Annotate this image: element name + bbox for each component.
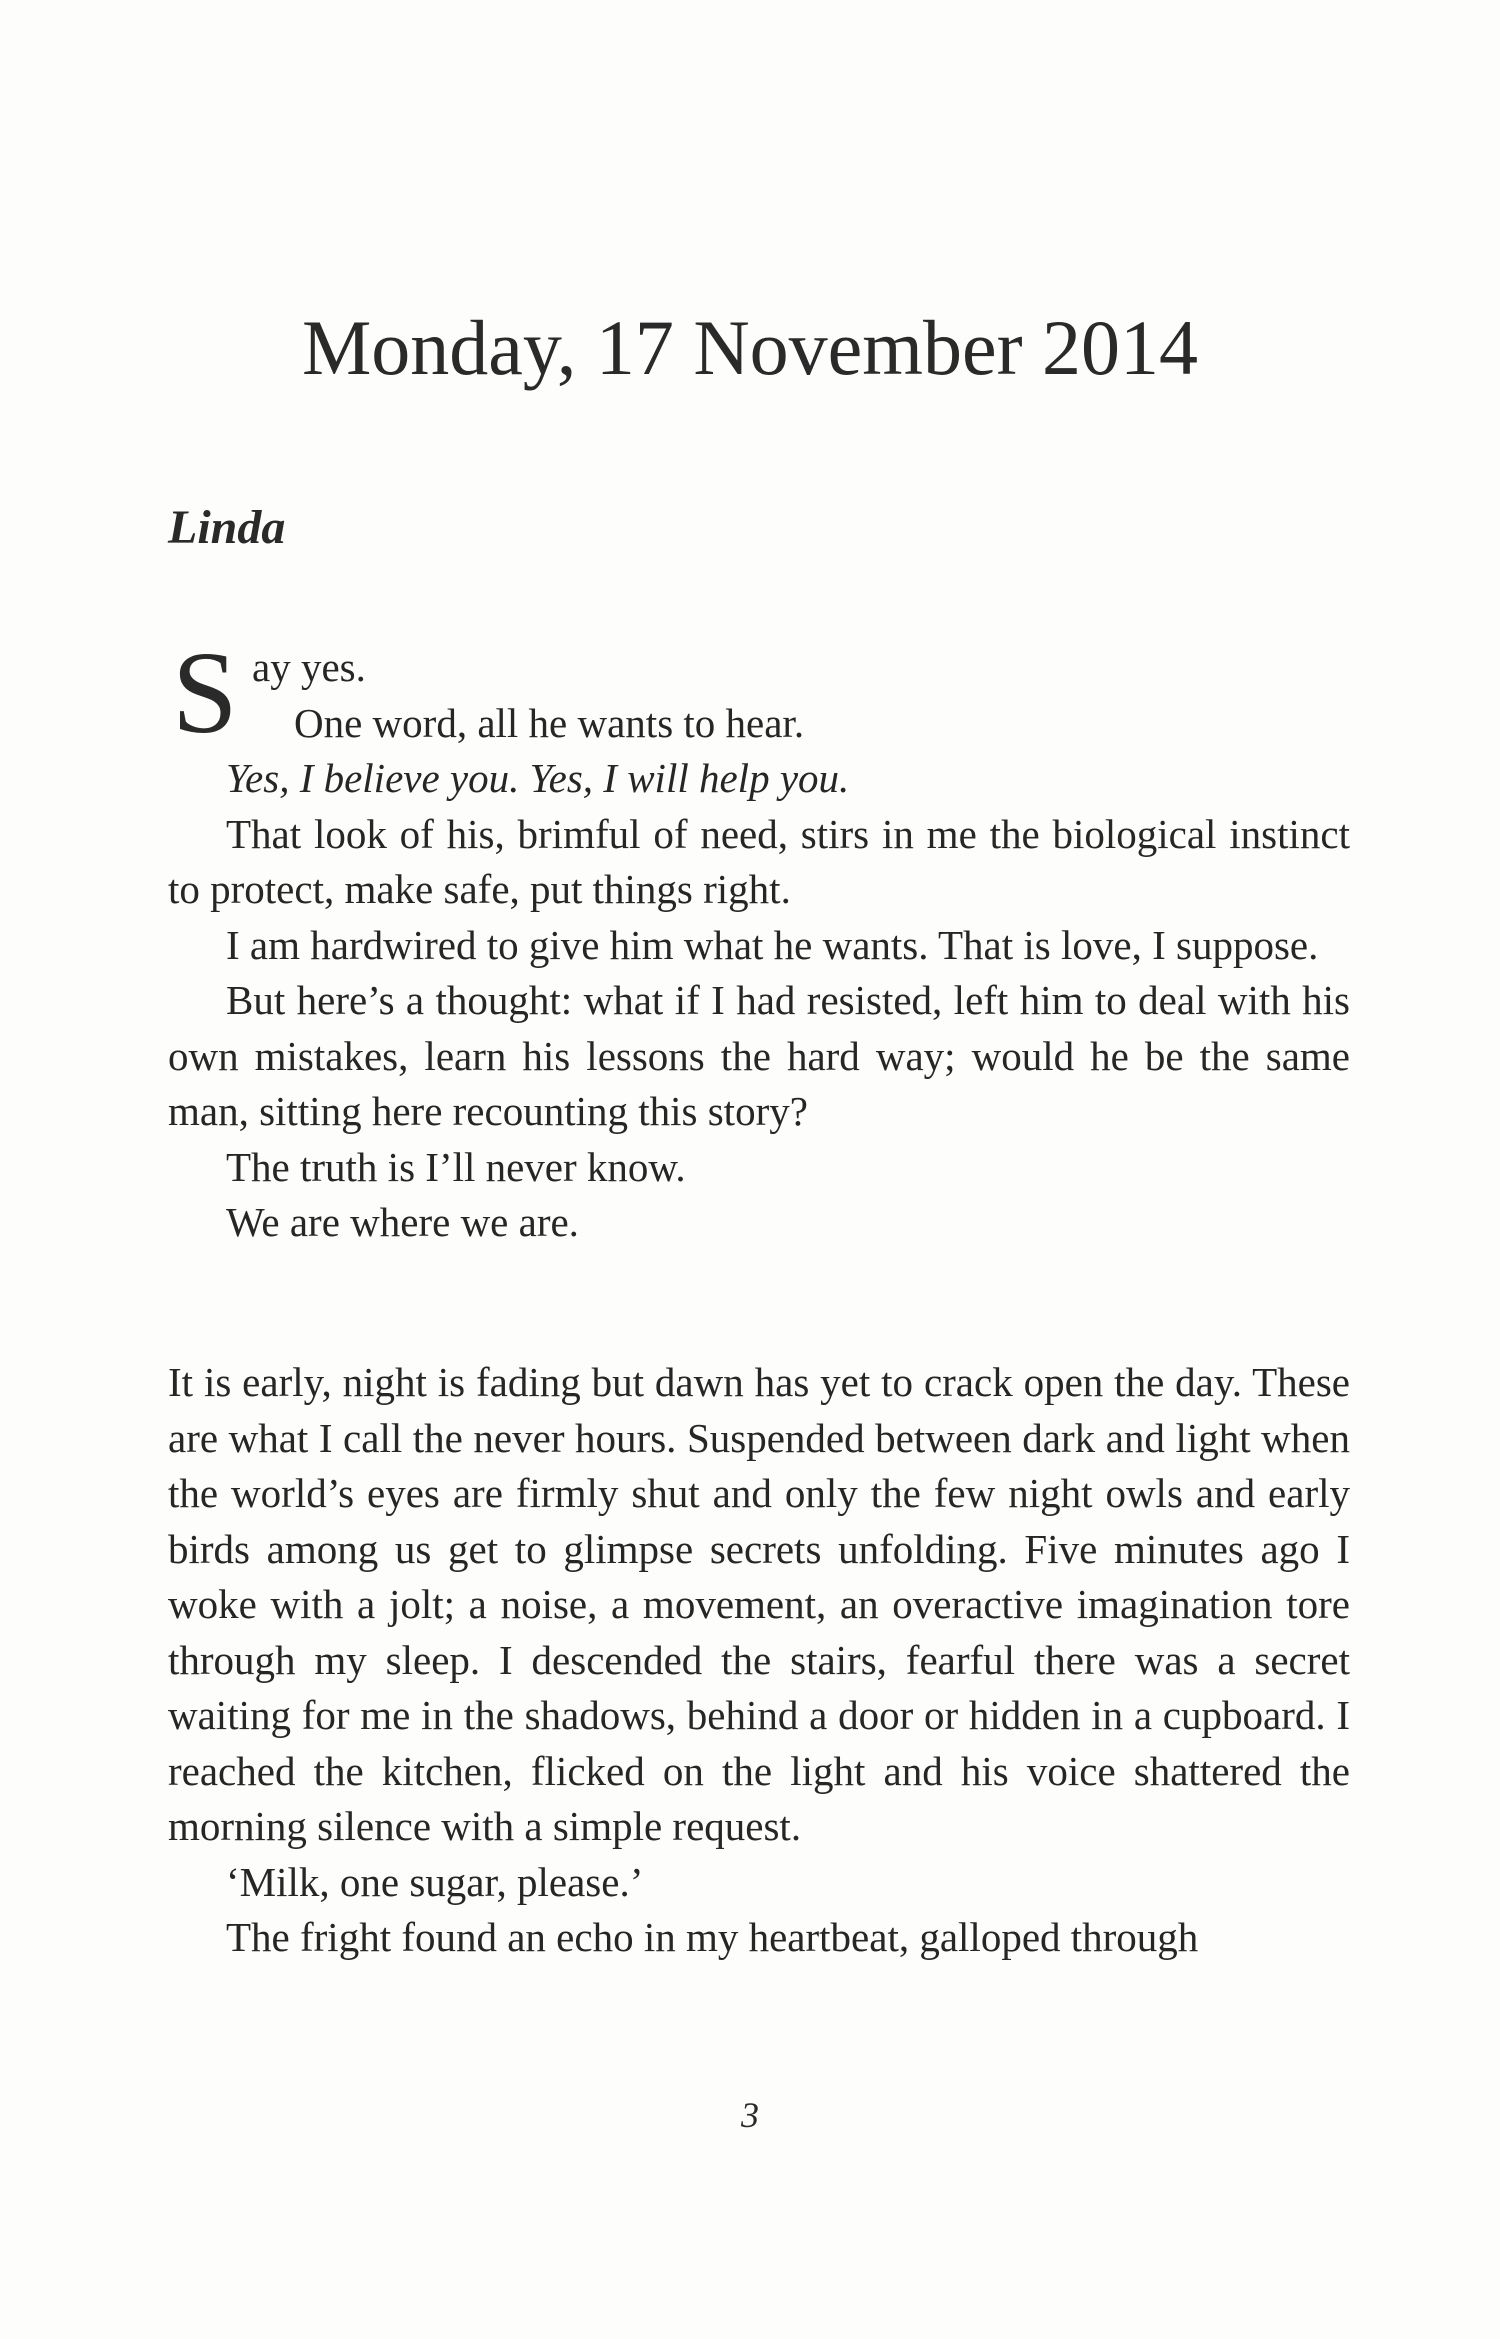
paragraph-continued: The fright found an echo in my heartbeat, galloped through xyxy=(226,1914,1199,1960)
paragraph: That look of his, brimful of need, stirs in me the biological instinct to protect, make safe, put things right. xyxy=(168,810,1350,912)
paragraph-dialogue: ‘Milk, one sugar, please.’ xyxy=(226,1858,644,1905)
narrator-name: Linda xyxy=(168,501,286,554)
paragraph: I am hardwired to give him what he wants. That is love, I suppose. xyxy=(226,921,1319,968)
opening-second-line: One word, all he wants to hear. xyxy=(294,699,805,746)
paragraph: The truth is I’ll never know. xyxy=(226,1143,686,1190)
chapter-date-heading: Monday, 17 November 2014 xyxy=(301,304,1199,391)
page-number: 3 xyxy=(741,2095,759,2135)
opening-lines xyxy=(168,627,1350,758)
paragraph: We are where we are. xyxy=(226,1199,579,1245)
scene-section xyxy=(168,1355,1350,1966)
opening-section xyxy=(168,627,1350,1251)
paragraph: But here’s a thought: what if I had resisted, left him to deal with his own mistakes, learn his lessons the hard way; would he be the same man, sitting here recounting this story? xyxy=(168,977,1350,1134)
opening-first-line: ay yes. xyxy=(252,644,366,690)
drop-cap: S xyxy=(172,627,238,758)
paragraph-scene-opening: It is early, night is fading but dawn has yet to crack open the day. These are what I call the never hours. Suspended between dark and light when the world’s eyes are firmly shut and only the few night owls and early birds among us get to glimpse secrets unfolding. Five minutes ago I woke with a jolt; a noise, a movement, an overactive imagination tore through my sleep. I descended the stairs, fearful there was a secret waiting for me in the shadows, behind a door or hidden in a cupboard. I reached the kitchen, flicked on the light and his voice shattered the morning silence with a simple request. xyxy=(168,1359,1350,1849)
paragraph-italic-reply: Yes, I believe you. Yes, I will help you. xyxy=(226,755,850,801)
